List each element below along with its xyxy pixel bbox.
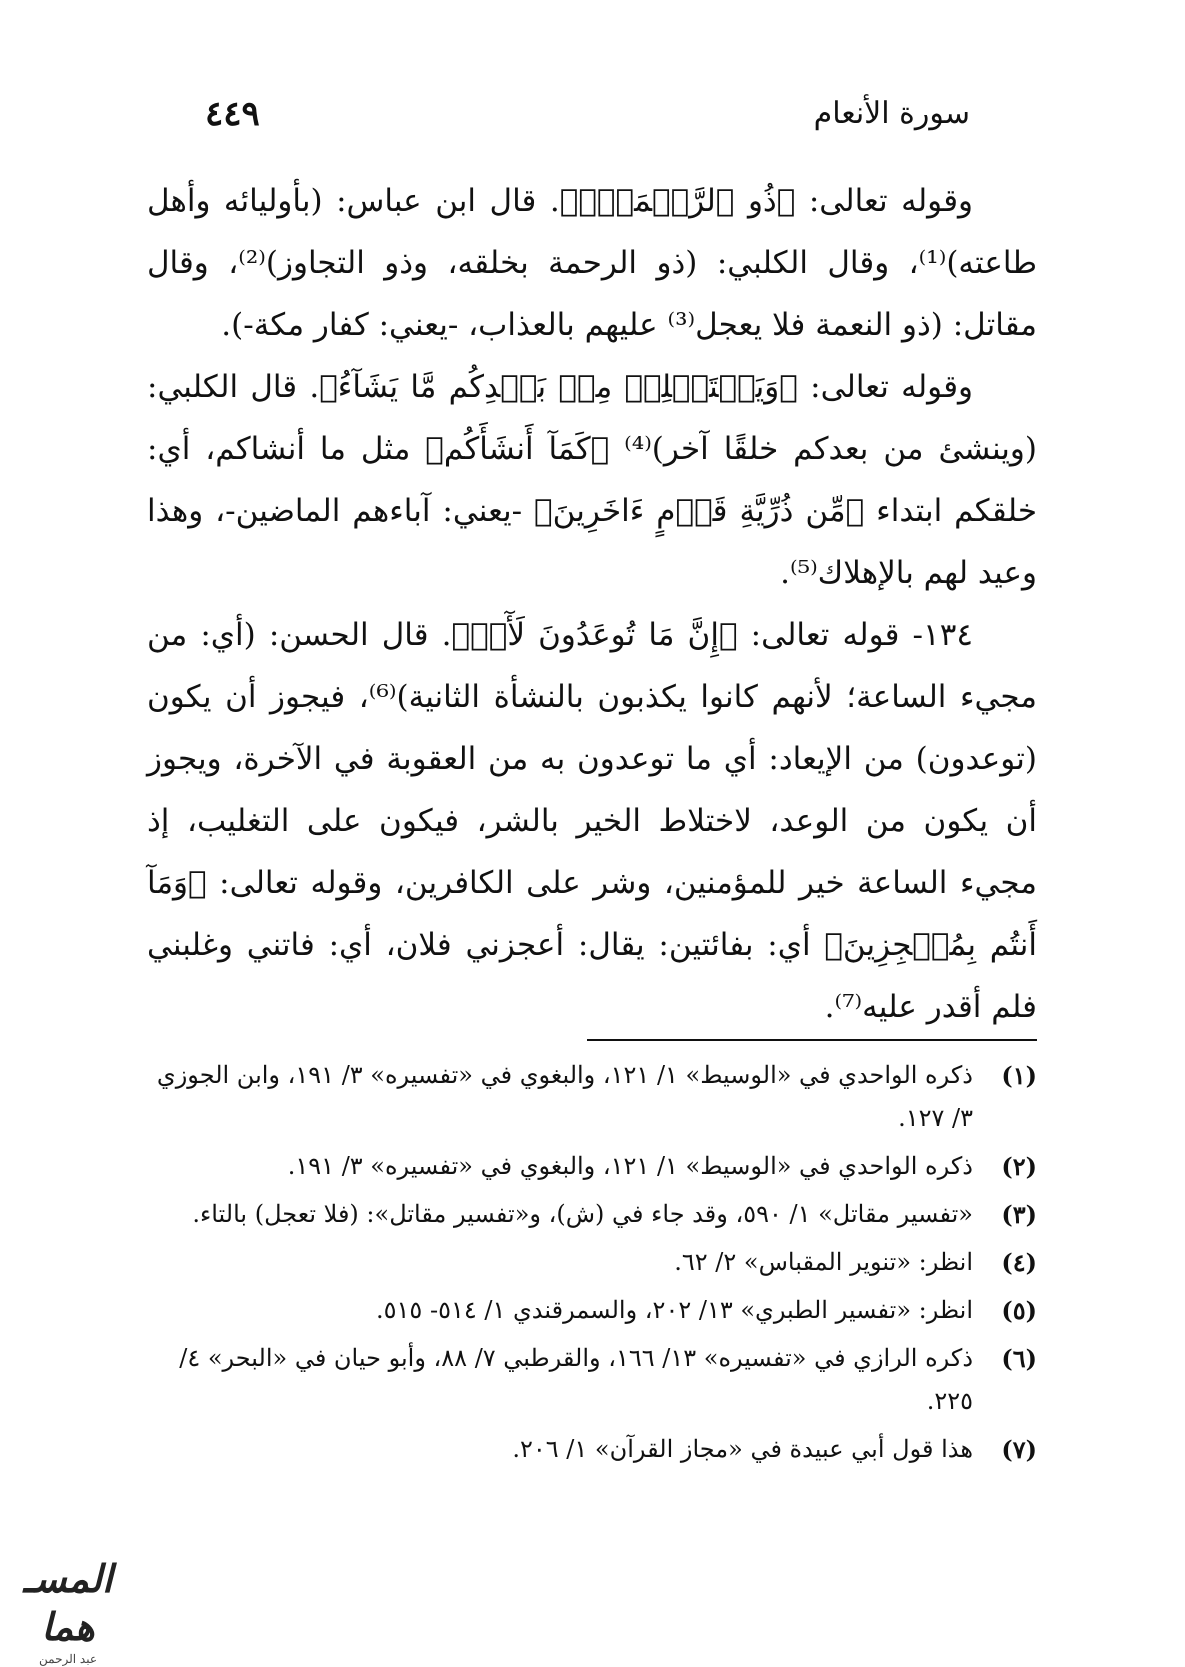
footnote-text: ذكره الواحدي في «الوسيط» ١/ ١٢١، والبغوي في «تفسيره» ٣/ ١٩١. bbox=[287, 1152, 973, 1180]
footnote-text: انظر: «تنوير المقباس» ٢/ ٦٢. bbox=[674, 1248, 973, 1276]
footnotes bbox=[147, 1054, 1037, 1476]
footnote-number: (٧) bbox=[1001, 1435, 1037, 1464]
logo-main-text: المسـ هما bbox=[23, 1556, 113, 1649]
footnote-number: (١) bbox=[1001, 1061, 1037, 1090]
page-header bbox=[130, 92, 970, 142]
footnote-number: (٣) bbox=[1001, 1200, 1037, 1229]
footnote-separator bbox=[587, 1039, 1037, 1041]
surah-title: سورة الأنعام bbox=[813, 96, 970, 131]
paragraph-dhu-al-rahma: وقوله تعالى: ﴿ذُو ٱلرَّحۡمَةِۚ﴾. قال ابن عباس: (بأوليائه وأهل طاعته)⁽¹⁾، وقال الكلبي: (ذو الرحمة بخلقه، وذو التجاوز)⁽²⁾، وقال مقاتل: (ذو النعمة فلا يعجل⁽³⁾ عليهم بالعذاب، -يعني: كفار مكة-). bbox=[147, 183, 1038, 343]
footnote-text: ذكره الواحدي في «الوسيط» ١/ ١٢١، والبغوي في «تفسيره» ٣/ ١٩١، وابن الجوزي ٣/ ١٢٧. bbox=[156, 1061, 973, 1132]
footnote-5 bbox=[147, 1289, 1037, 1332]
footnote-text: «تفسير مقاتل» ١/ ٥٩٠، وقد جاء في (ش)، و«تفسير مقاتل»: (فلا تعجل) بالتاء. bbox=[192, 1200, 973, 1228]
publisher-logo bbox=[8, 1555, 128, 1666]
footnote-number: (٦) bbox=[1001, 1344, 1037, 1373]
footnote-text: انظر: «تفسير الطبري» ١٣/ ٢٠٢، والسمرقندي ١/ ٥١٤- ٥١٥. bbox=[376, 1296, 973, 1324]
footnote-number: (٤) bbox=[1001, 1248, 1037, 1277]
footnote-6 bbox=[147, 1337, 1037, 1423]
footnote-4 bbox=[147, 1241, 1037, 1284]
logo-sub-text: عبد الرحمن bbox=[39, 1652, 97, 1666]
footnote-1 bbox=[147, 1054, 1037, 1140]
footnote-number: (٥) bbox=[1001, 1296, 1037, 1325]
paragraph-yastakhlif: وقوله تعالى: ﴿وَيَسۡتَخۡلِفۡ مِنۢ بَعۡدِكُم مَّا يَشَآءُ﴾. قال الكلبي: (وينشئ من بعدكم خلقًا آخر)⁽⁴⁾ ﴿كَمَآ أَنشَأَكُم﴾ مثل ما أنشاكم، أي: خلقكم ابتداء ﴿مِّن ذُرِّيَّةِ قَوۡمٍ ءَاخَرِينَ﴾ -يعني: آباءهم الماضين-، وهذا وعيد لهم بالإهلاك⁽⁵⁾. bbox=[147, 369, 1038, 591]
footnote-3 bbox=[147, 1193, 1037, 1236]
page-number: ٤٤٩ bbox=[205, 94, 260, 134]
footnote-number: (٢) bbox=[1001, 1152, 1037, 1181]
paragraph-verse-134: ١٣٤- قوله تعالى: ﴿إِنَّ مَا تُوعَدُونَ لَأٓتٖ﴾. قال الحسن: (أي: من مجيء الساعة؛ لأنهم كانوا يكذبون بالنشأة الثانية)⁽⁶⁾، فيجوز أن يكون (توعدون) من الإيعاد: أي ما توعدون به من العقوبة في الآخرة، ويجوز أن يكون من الوعد، لاختلاط الخير بالشر، فيكون على التغليب، إذ مجيء الساعة خير للمؤمنين، وشر على الكافرين، وقوله تعالى: ﴿وَمَآ أَنتُم بِمُعۡجِزِينَ﴾ أي: بفائتين: يقال: أعجزني فلان، أي: فاتني وغلبني فلم أقدر عليه⁽⁷⁾. bbox=[147, 617, 1037, 1025]
footnote-text: ذكره الرازي في «تفسيره» ١٣/ ١٦٦، والقرطبي ٧/ ٨٨، وأبو حيان في «البحر» ٤/ ٢٢٥. bbox=[179, 1344, 973, 1415]
footnote-2 bbox=[147, 1145, 1037, 1188]
footnote-7 bbox=[147, 1428, 1037, 1471]
footnote-text: هذا قول أبي عبيدة في «مجاز القرآن» ١/ ٢٠٦. bbox=[512, 1435, 973, 1463]
main-text bbox=[147, 170, 1037, 1038]
